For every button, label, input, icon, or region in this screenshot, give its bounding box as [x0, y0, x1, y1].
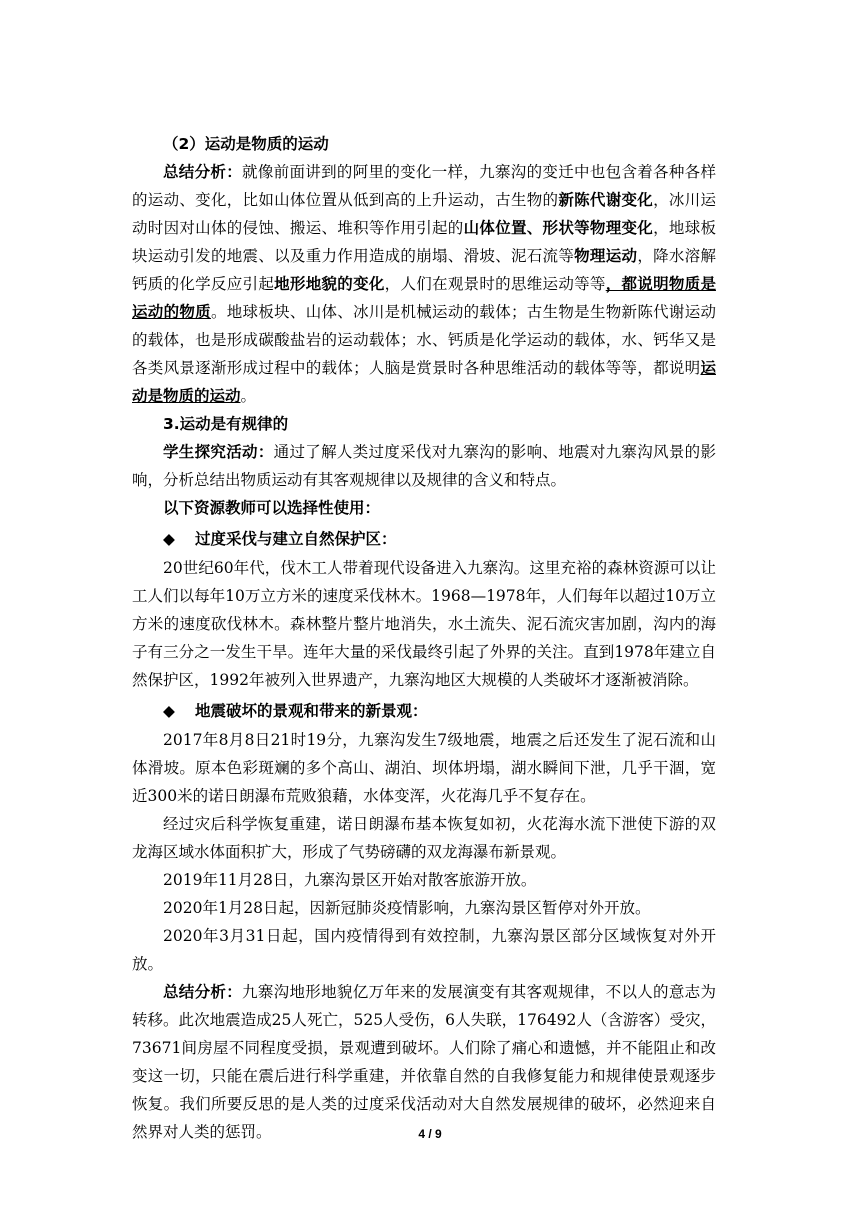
section-heading-2: （2）运动是物质的运动 — [163, 135, 329, 153]
diamond-bullet-icon: ◆ — [163, 530, 175, 548]
summary-paragraph-1: 总结分析：就像前面讲到的阿里的变化一样，九寨沟的变迁中也包含着各种各样的运动、变化，比如山体位置从低到高的上升运动，古生物的新陈代谢变化，冰川运动时因对山体的侵蚀、搬运、堆积等作用引起的山体位置、形状等物理变化，地球板块运动引发的地震、以及重力作用造成的崩塌、滑坡、泥石流等物理运动，降水溶解钙质的化学反应引起地形地貌的变化，人们在观景时的思维运动等等，都说明物质是运动的物质。地球板块、山体、冰川是机械运动的载体；古生物是生物新陈代谢运动的载体，也是形成碳酸盐岩的运动载体；水、钙质是化学运动的载体，水、钙华又是各类风景逐渐形成过程中的载体；人脑是赏景时各种思维活动的载体等等，都说明运动是物质的运动。 — [132, 163, 716, 405]
earthquake-paragraph: 2017年8月8日21时19分，九寨沟发生7级地震，地震之后还发生了泥石流和山体滑坡。原本色彩斑斓的多个高山、湖泊、坝体坍塌，湖水瞬间下泄，几乎干涸，宽近300米的诺日朗瀑布荒败狼藉，水体变浑，火花海几乎不复存在。 — [132, 731, 716, 805]
bold-term: 山体位置、形状等物理变化 — [463, 219, 654, 237]
resource-note: 以下资源教师可以选择性使用： — [163, 499, 381, 517]
bullet-heading-logging: ◆ 过度采伐与建立自然保护区： — [132, 524, 716, 554]
reconstruction-paragraph: 经过灾后科学恢复重建，诺日朗瀑布基本恢复如初，火花海水流下泄使下游的双龙海区域水体面积扩大，形成了气势磅礴的双龙海瀑布新景观。 — [132, 815, 716, 861]
activity-label: 学生探究活动： — [163, 443, 274, 461]
bold-term: 新陈代谢变化 — [558, 191, 654, 209]
timeline-2020-jan: 2020年1月28日起，因新冠肺炎疫情影响，九寨沟景区暂停对外开放。 — [163, 899, 651, 917]
page-number: 4 / 9 — [418, 1127, 442, 1141]
bullet-heading-earthquake: ◆ 地震破坏的景观和带来的新景观： — [132, 696, 716, 726]
page-content — [132, 130, 716, 1146]
summary-label: 总结分析： — [163, 163, 243, 181]
timeline-2019: 2019年11月28日，九寨沟景区开始对散客旅游开放。 — [163, 871, 537, 889]
bold-term: 物理运动 — [574, 247, 638, 265]
student-activity-paragraph: 学生探究活动：通过了解人类过度采伐对九寨沟的影响、地震对九寨沟风景的影响，分析总结出物质运动有其客观规律以及规律的含义和特点。 — [132, 443, 716, 489]
section-heading-3: 3.运动是有规律的 — [163, 415, 289, 433]
logging-paragraph: 20世纪60年代，伐木工人带着现代设备进入九寨沟。这里充裕的森林资源可以让工人们以每年10万立方米的速度采伐林木。1968—1978年，人们每年以超过10万立方米的速度砍伐林木。森林整片整片地消失，水土流失、泥石流灾害加剧，沟内的海子有三分之一发生干旱。连年大量的采伐最终引起了外界的关注。直到1978年建立自然保护区，1992年被列入世界遗产，九寨沟地区大规模的人类破坏才逐渐被消除。 — [132, 559, 716, 689]
summary-paragraph-2: 总结分析：九寨沟地形地貌亿万年来的发展演变有其客观规律，不以人的意志为转移。此次地震造成25人死亡，525人受伤，6人失联，176492人（含游客）受灾，73671间房屋不同程度受损，景观遭到破坏。人们除了痛心和遗憾，并不能阻止和改变这一切，只能在震后进行科学重建，并依靠自然的自我修复能力和规律使景观逐步恢复。我们所要反思的是人类的过度采伐活动对大自然发展规律的破坏，必然迎来自然界对人类的惩罚。 — [132, 983, 716, 1141]
summary-label: 总结分析： — [163, 983, 243, 1001]
underlined-conclusion: 运动是物质的运动 — [132, 359, 716, 405]
diamond-bullet-icon: ◆ — [163, 702, 175, 720]
bold-term: 地形地貌的变化 — [274, 275, 385, 293]
timeline-2020-mar: 2020年3月31日起，国内疫情得到有效控制，九寨沟景区部分区域恢复对外开放。 — [132, 927, 716, 973]
underlined-conclusion: ，都说明物质是运动的物质 — [132, 275, 716, 321]
